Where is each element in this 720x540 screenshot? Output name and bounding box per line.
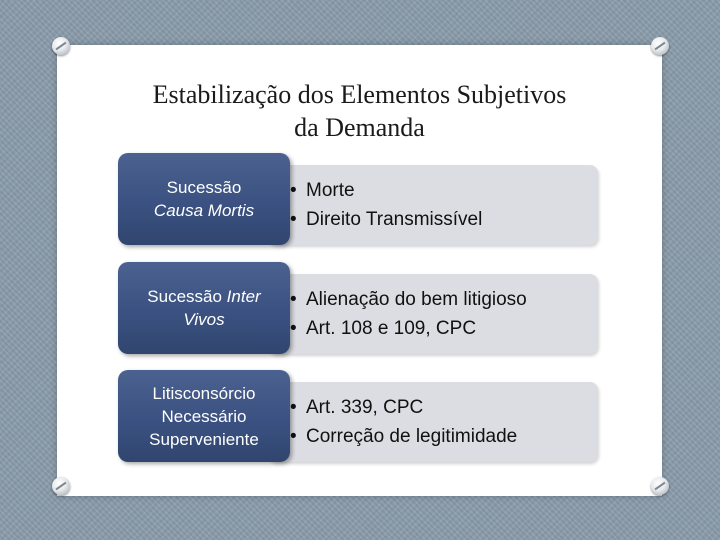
row-label-box	[118, 370, 290, 462]
row-label-text: Sucessão	[147, 287, 227, 306]
row-label-text-italic: Inter	[226, 287, 261, 306]
bullet-list	[290, 285, 527, 343]
row-label-line	[147, 285, 260, 308]
row-sucessao-causa-mortis	[118, 153, 598, 245]
pushpin-icon	[52, 477, 70, 495]
row-label-line: Sucessão	[166, 178, 242, 197]
pushpin-icon	[651, 37, 669, 55]
row-label-box	[118, 153, 290, 245]
row-detail-box	[268, 165, 598, 245]
bullet-list	[290, 176, 482, 234]
pushpin-icon	[651, 477, 669, 495]
pushpin-icon	[52, 37, 70, 55]
row-litisconsorcio	[118, 370, 598, 462]
row-label-box	[118, 262, 290, 354]
bullet-item: • Morte	[290, 176, 482, 205]
bullet-item: • Direito Transmissível	[290, 205, 482, 234]
row-label-line: Litisconsórcio	[152, 383, 256, 403]
slide-title-line-2: da Demanda	[294, 113, 425, 142]
row-sucessao-inter-vivos	[118, 262, 598, 354]
bullet-item: • Art. 108 e 109, CPC	[290, 314, 527, 343]
slide-title	[57, 78, 662, 144]
row-label-line: Superveniente	[149, 429, 259, 449]
slide-title-line-1: Estabilização dos Elementos Subjetivos	[152, 80, 567, 109]
row-label-line: Causa Mortis	[153, 201, 255, 220]
bullet-item: • Art. 339, CPC	[290, 393, 517, 422]
row-label-line: Vivos	[183, 310, 225, 329]
bullet-item: • Alienação do bem litigioso	[290, 285, 527, 314]
bullet-item: • Correção de legitimidade	[290, 422, 517, 451]
row-detail-box	[268, 274, 598, 354]
bullet-list	[290, 393, 517, 451]
row-label-line: Necessário	[161, 406, 247, 426]
row-detail-box	[268, 382, 598, 462]
